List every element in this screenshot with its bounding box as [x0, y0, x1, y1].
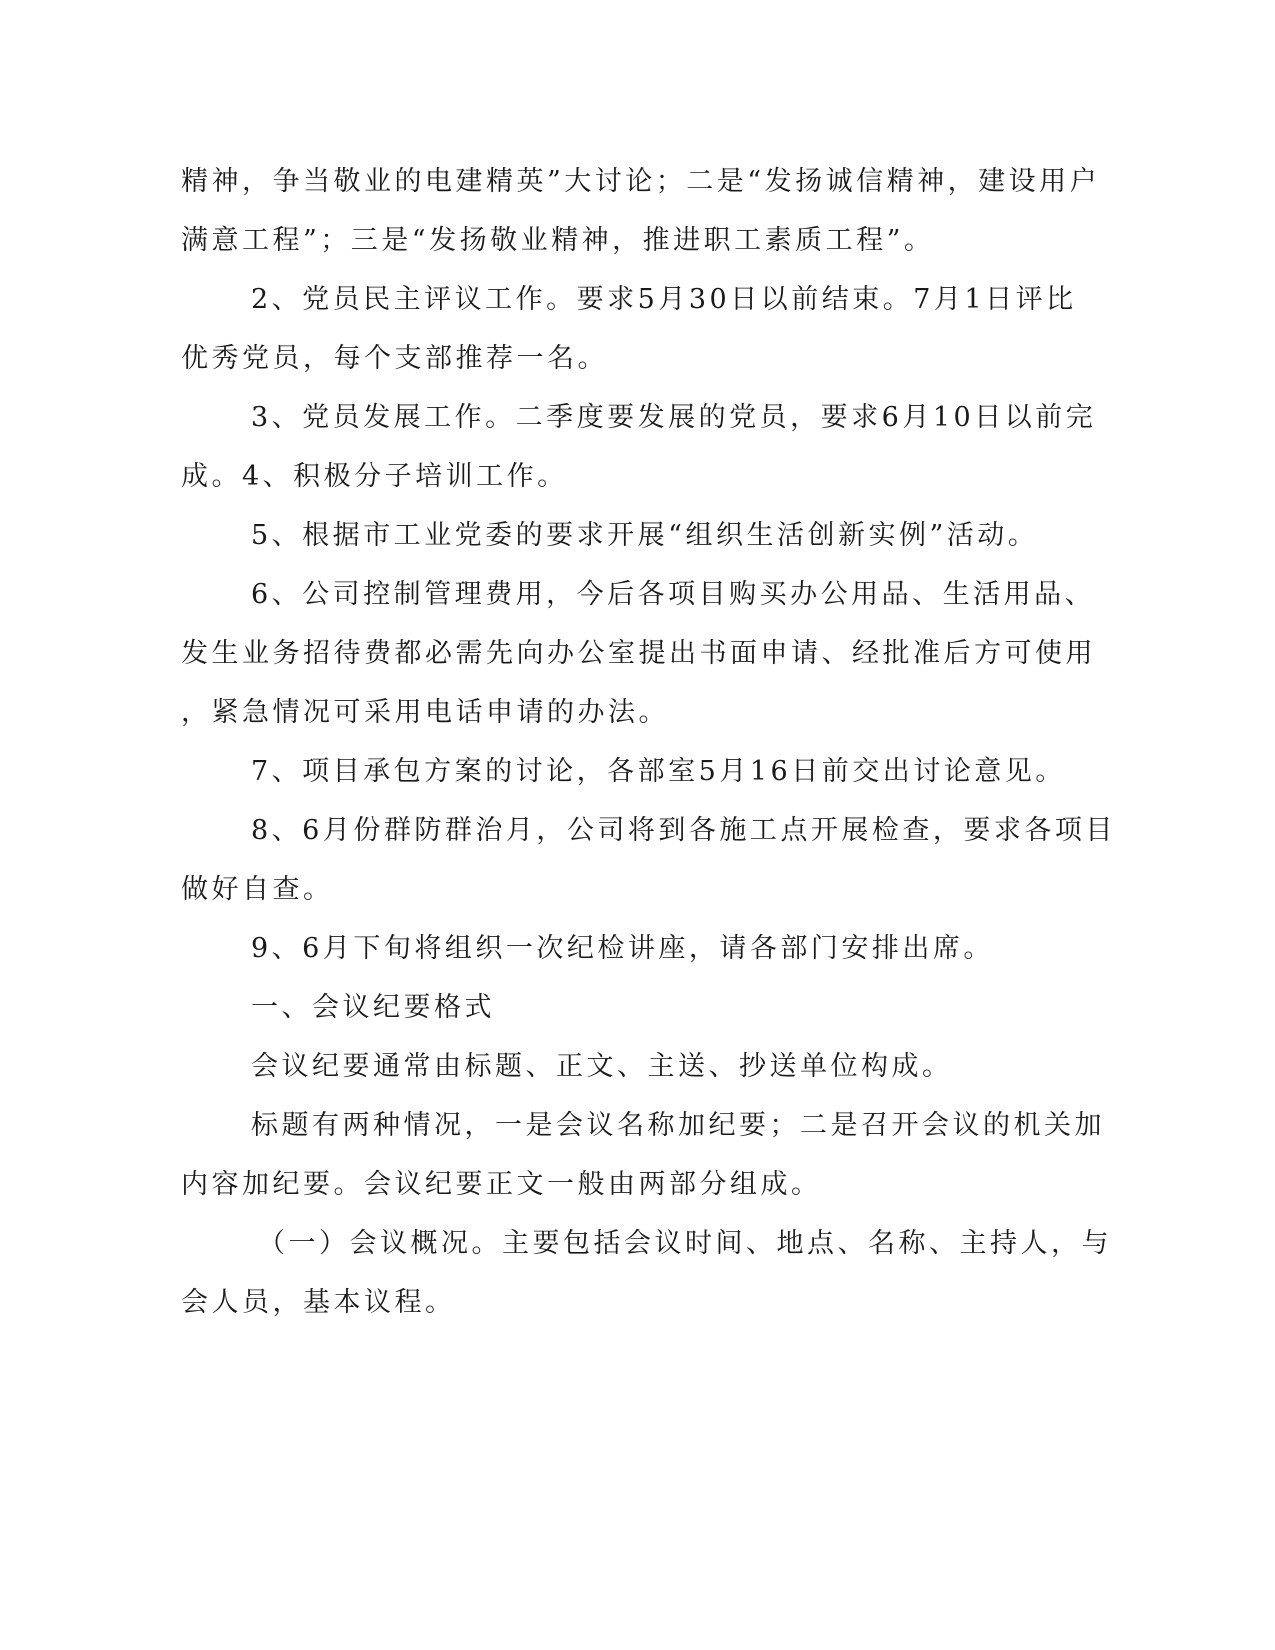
text-line: 3、党员发展工作。二季度要发展的党员，要求6月10日以前完	[251, 402, 1097, 433]
text-line: 5、根据市工业党委的要求开展“组织生活创新实例”活动。	[251, 520, 1039, 551]
text-line: 内容加纪要。会议纪要正文一般由两部分组成。	[181, 1169, 822, 1200]
text-line: 2、党员民主评议工作。要求5月30日以前结束。7月1日评比	[251, 284, 1077, 315]
text-line: 6、公司控制管理费用，今后各项目购买办公用品、生活用品、	[251, 579, 1096, 610]
section-heading: 一、会议纪要格式	[251, 992, 495, 1023]
text-line: 9、6月下旬将组织一次纪检讲座，请各部门安排出席。	[251, 933, 994, 964]
text-line: （一）会议概况。主要包括会议时间、地点、名称、主持人，与	[258, 1228, 1112, 1259]
text-line: 成。4、积极分子培训工作。	[181, 461, 568, 492]
text-line: 标题有两种情况，一是会议名称加纪要；二是召开会议的机关加	[251, 1110, 1105, 1141]
text-line: 7、项目承包方案的讨论，各部室5月16日前交出讨论意见。	[251, 756, 1066, 787]
text-line: 会人员，基本议程。	[181, 1287, 456, 1318]
text-line: 会议纪要通常由标题、正文、主送、抄送单位构成。	[251, 1051, 953, 1082]
text-line: 精神，争当敬业的电建精英”大讨论；二是“发扬诚信精神，建设用户	[181, 166, 1101, 197]
text-line: ，紧急情况可采用电话申请的办法。	[181, 697, 669, 728]
text-line: 8、6月份群防群治月，公司将到各施工点开展检查，要求各项目	[251, 815, 1116, 846]
text-line: 发生业务招待费都必需先向办公室提出书面申请、经批准后方可使用	[181, 638, 1096, 669]
text-line: 满意工程”；三是“发扬敬业精神，推进职工素质工程”。	[181, 225, 935, 256]
text-line: 优秀党员，每个支部推荐一名。	[181, 343, 608, 374]
text-line: 做好自查。	[181, 874, 334, 905]
